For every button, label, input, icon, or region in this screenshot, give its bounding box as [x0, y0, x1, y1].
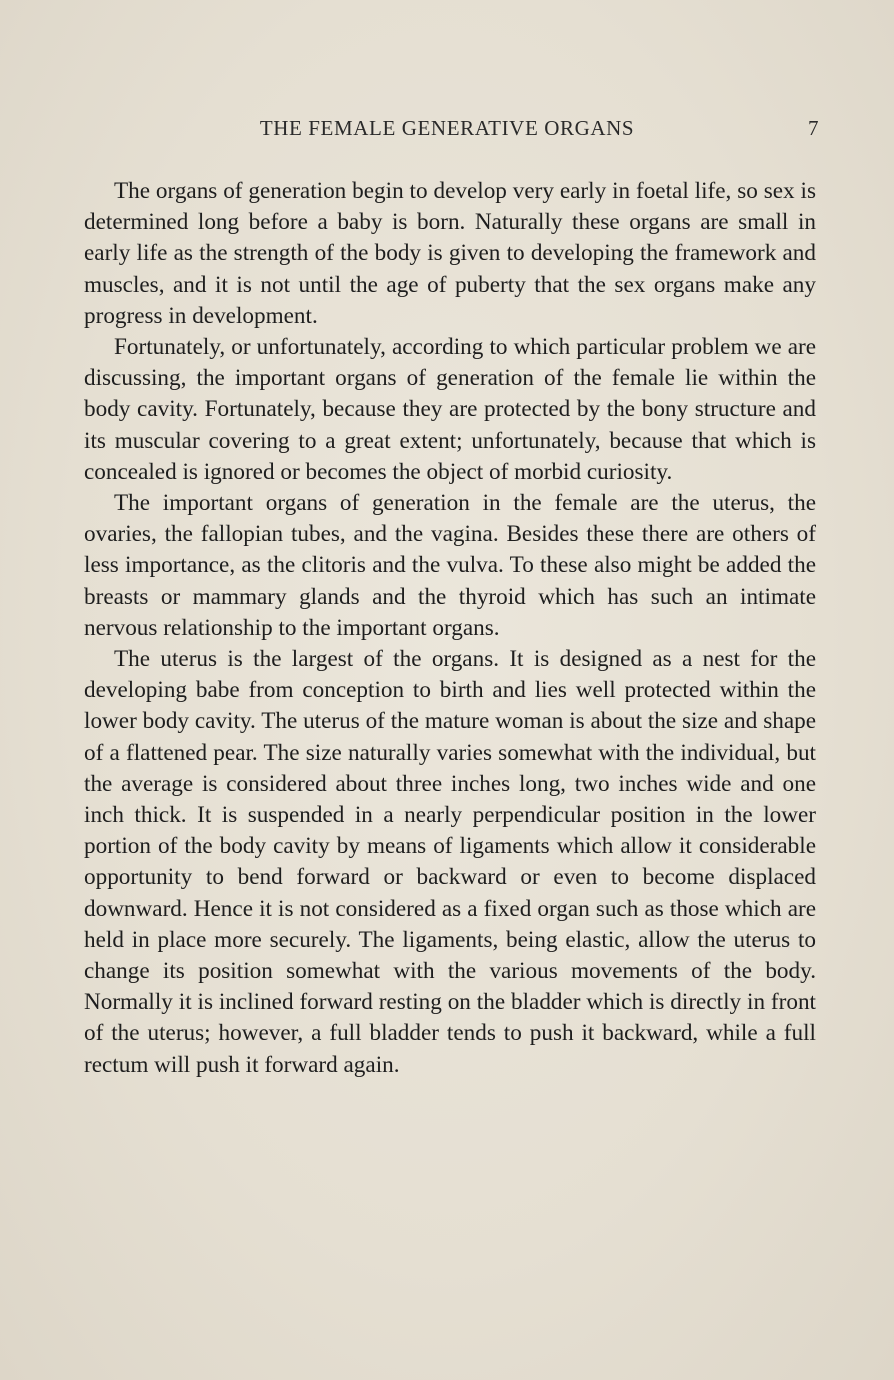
- paragraph: The uterus is the largest of the organs. It is designed as a nest for the developing babe from conception to birth and lies well protected within the lower body cavity. The uterus of the mature woman is about the size and shape of a flattened pear. The size naturally varies somewhat with the individual, but the average is considered about three inches long, two inches wide and one inch thick. It is suspended in a nearly perpendicular position in the lower portion of the body cavity by means of ligaments which allow it considerable opportunity to bend forward or backward or even to become displaced downward. Hence it is not considered as a fixed organ such as those which are held in place more securely. The ligaments, being elastic, allow the uterus to change its position somewhat with the various movements of the body. Normally it is inclined forward resting on the bladder which is directly in front of the uterus; however, a full bladder tends to push it backward, while a full rectum will push it forward again.: [84, 646, 816, 1078]
- running-header: [0, 116, 894, 146]
- running-title: THE FEMALE GENERATIVE ORGANS: [259, 116, 635, 140]
- paragraph: The organs of generation begin to develop very early in foetal life, so sex is determined long before a baby is born. Naturally these organs are small in early life as the strength of the body is given to developing the framework and muscles, and it is not until the age of puberty that the sex organs make any progress in development.: [84, 178, 816, 329]
- body-text: [84, 176, 816, 1081]
- paragraph: The important organs of generation in the female are the uterus, the ovaries, the fallopian tubes, and the vagina. Besides these there are others of less importance, as the clitoris and the vulva. To these also might be added the breasts or mammary glands and the thyroid which has such an intimate nervous relationship to the important organs.: [84, 490, 816, 641]
- page-number: 7: [808, 116, 819, 140]
- paragraph: Fortunately, or unfortunately, according to which particular problem we are discussing, the important organs of generation of the female lie within the body cavity. Fortunately, because they are protected by the bony structure and its muscular covering to a great extent; unfortunately, because that which is concealed is ignored or becomes the object of morbid curiosity.: [84, 334, 816, 485]
